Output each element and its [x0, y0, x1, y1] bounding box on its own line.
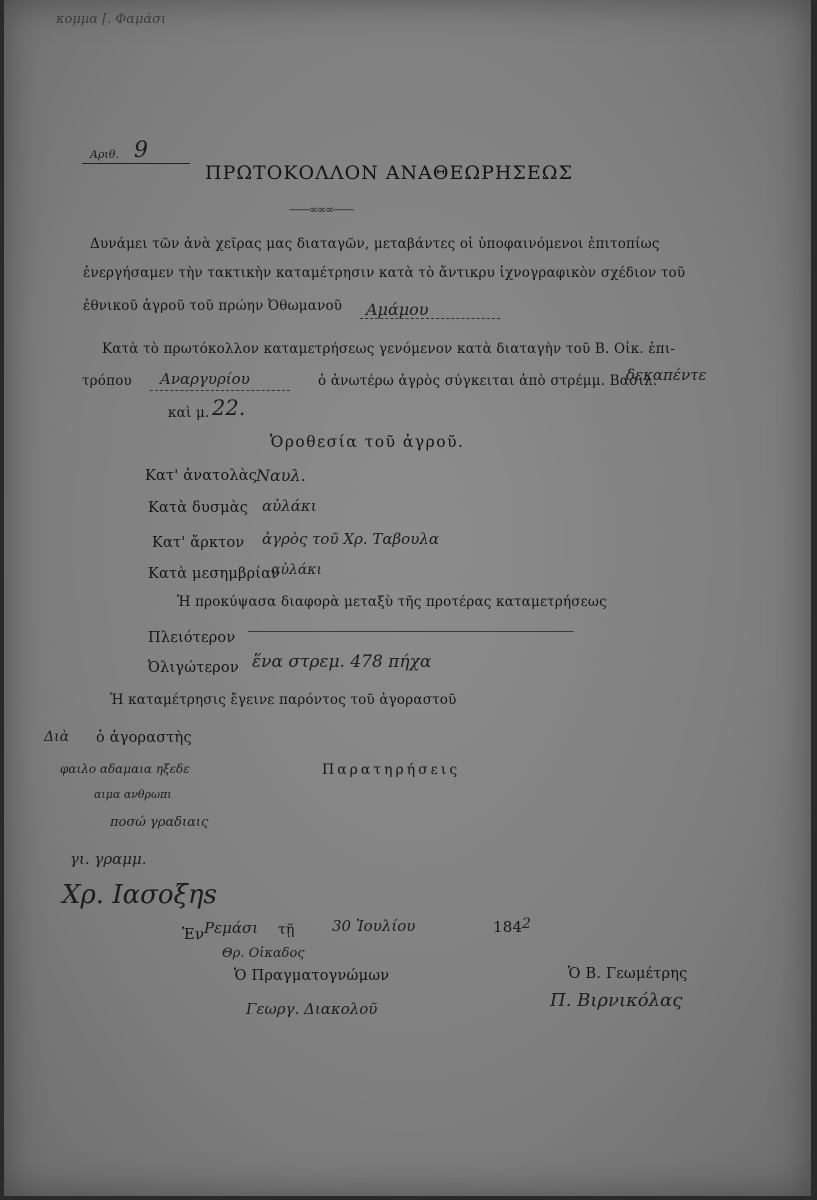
west-value: αὐλάκι [262, 497, 317, 515]
protocol-line-2-dots [150, 390, 290, 391]
intro-line-2: ἐνεργήσαμεν τὴν τακτικὴν καταμέτρησιν κατὰ τὸ ἄντικρυ ἰχνογραφικὸν σχέδιον τοῦ [83, 265, 686, 281]
protocol-line-2-hand: Αναργυρίου [160, 370, 250, 388]
corner-note: κομμα [. Φαμάσι [56, 12, 167, 27]
east-value: Ναυλ. [256, 466, 306, 485]
remarks-heading: Παρατηρήσεις [322, 762, 461, 778]
surveyor-signature: Π. Βιρνικόλας [550, 990, 683, 1011]
date-place: Ρεμάσι [204, 919, 259, 937]
presence-line: Ἡ καταμέτρησις ἔγεινε παρόντος τοῦ ἀγοραστοῦ [110, 692, 457, 708]
presence-margin-note: Διὰ [44, 729, 70, 745]
intro-line-1: Δυνάμει τῶν ἀνὰ χεῖρας μας διαταγῶν, μεταβάντες οἱ ὑποφαινόμενοι ἐπιτοπίως [90, 236, 660, 252]
protocol-line-2-mid: ὁ ἀνωτέρω ἀγρὸς σύγκειται ἀπὸ στρέμμ. Βασιλ. [318, 373, 658, 389]
intro-line-3: ἐθνικοῦ ἀγροῦ τοῦ πρώην Ὀθωμανοῦ [83, 298, 343, 314]
title-ornament: ——∞∞∞—— [289, 203, 354, 216]
date-prefix: Ἐν [182, 925, 205, 943]
buyer-signature: Χρ. Ιασοξηs [62, 880, 217, 910]
assessor-signature: Γεωργ. Διακολοῦ [246, 1000, 378, 1018]
protocol-line-2-hand2: δεκαπέντε [626, 366, 707, 384]
buyer-label: ὁ ἀγοραστὴς [96, 730, 192, 746]
intro-line-3-hand: Αμάμου [366, 300, 429, 319]
south-value: αὐλάκι [271, 562, 322, 578]
north-value: ἀγρὸς τοῦ Χρ. Ταβουλα [262, 530, 439, 548]
date-year: 184 [493, 918, 523, 936]
date-year-hand: 2 [522, 916, 531, 932]
date-mid: τῇ [278, 922, 295, 938]
east-label: Κατ' ἀνατολὰς [145, 468, 258, 484]
more-label: Πλειότερον [148, 630, 236, 646]
south-label: Κατὰ μεσημβρίαν [148, 566, 281, 582]
document-title: ΠΡΩΤΟΚΟΛΛΟΝ ΑΝΑΘΕΩΡΗΣΕΩΣ [205, 162, 573, 184]
north-label: Κατ' ἄρκτον [152, 535, 245, 551]
surveyor-label: Ὁ Β. Γεωμέτρης [568, 966, 688, 982]
assessor-label: Ὁ Πραγματογνώμων [234, 968, 390, 984]
protocol-line-1: Κατὰ τὸ πρωτόκολλον καταμετρήσεως γενόμενον κατὰ διαταγὴν τοῦ Β. Οἰκ. ἐπι- [102, 341, 676, 357]
less-value: ἕνα στρεμ. 478 πήχα [252, 652, 432, 672]
more-line [248, 631, 574, 632]
remarks-hand-3: ποσώ γραδιαις [110, 815, 209, 830]
number-value: 9 [134, 138, 148, 163]
date-day: 30 Ἰουλίου [332, 917, 416, 935]
protocol-line-2-prefix: τρόπου [82, 373, 132, 389]
remarks-hand-1: φαιλο αδαμαια ηξεδε [60, 762, 190, 776]
remarks-hand-2: αιμα ανθρωπι [94, 788, 172, 801]
number-label: Αριθ. [90, 148, 119, 161]
west-label: Κατὰ δυσμὰς [148, 500, 249, 516]
date-sub-hand: Θρ. Οἰκαδος [222, 946, 305, 961]
protocol-line-3-hand: 22. [212, 396, 246, 420]
boundaries-heading: Ὁροθεσία τοῦ ἀγροῦ. [270, 433, 465, 451]
remarks-hand-4: γι. γραμμ. [70, 850, 147, 868]
difference-heading: Ἡ προκύψασα διαφορὰ μεταξὺ τῆς προτέρας καταμετρήσεως [177, 594, 607, 610]
number-underline [82, 163, 190, 164]
protocol-line-3-prefix: καὶ μ. [168, 405, 210, 421]
intro-line-3-dots [360, 318, 500, 319]
less-label: Ὀλιγώτερον [148, 660, 239, 676]
